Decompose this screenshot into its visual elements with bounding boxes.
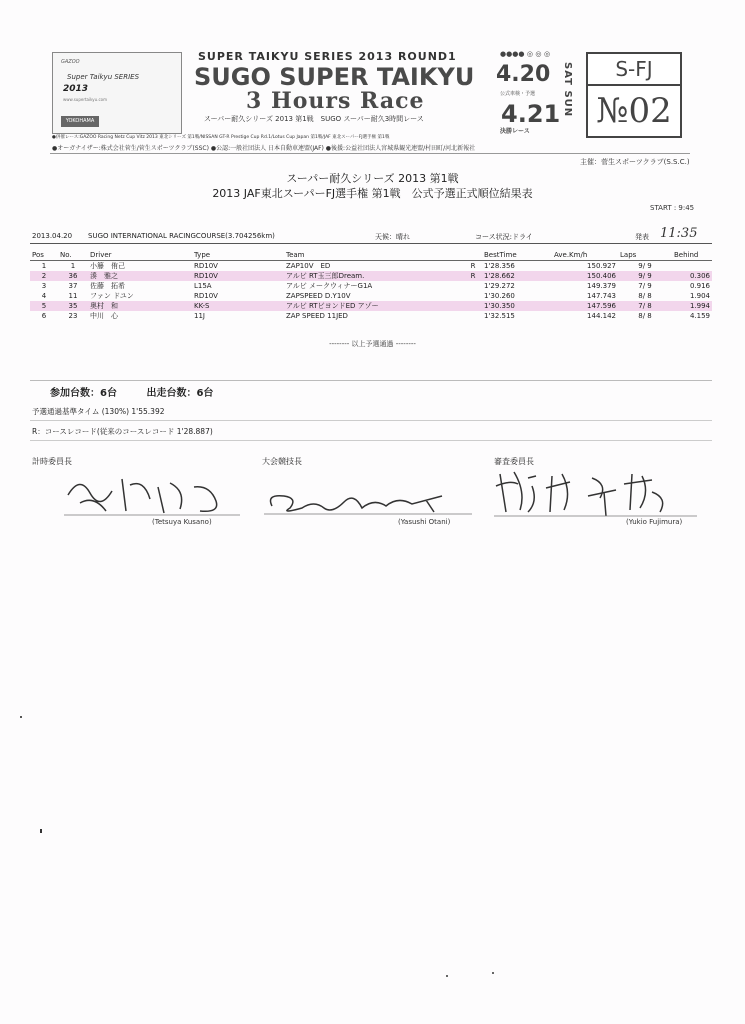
official-title-timekeeper: 計時委員長 — [32, 457, 72, 466]
row-driver: ファン ドユン — [90, 292, 134, 300]
row-record-flag — [464, 281, 482, 291]
scan-speck — [20, 716, 22, 718]
row-pos: 2 — [30, 271, 58, 281]
row-driver: 奥村 和 — [88, 301, 192, 311]
col-record — [464, 250, 482, 261]
logo-year: 2013 — [63, 84, 89, 94]
official-title-clerk: 大会競技長 — [262, 457, 302, 466]
series-title: SUPER TAIKYU SERIES 2013 ROUND1 — [198, 50, 457, 63]
row-type: RD10V — [192, 271, 284, 281]
row-ave-speed: 150.927 — [587, 262, 616, 270]
divider — [30, 420, 712, 421]
row-pos: 1 — [41, 262, 47, 270]
date-sunday: 4.21 — [501, 100, 561, 128]
row-laps: 8/ 8 — [638, 292, 652, 300]
row-record-flag: R — [470, 262, 476, 270]
row-team: アルビ RTビヨンドED アゾー — [284, 301, 464, 311]
results-table — [30, 250, 712, 321]
row-laps: 9/ 9 — [638, 262, 652, 270]
info-divider — [30, 243, 712, 244]
col-no: No. — [58, 250, 88, 261]
table-row — [30, 281, 712, 291]
col-besttime: BestTime — [482, 250, 552, 261]
row-driver: 中川 心 — [90, 312, 118, 320]
weather: 天候：晴れ — [375, 233, 410, 241]
row-ave-speed: 147.743 — [587, 292, 616, 300]
row-team: ZAP SPEED 11JED — [286, 312, 348, 320]
official-name-steward: (Yukio Fujimura) — [626, 518, 683, 526]
row-best-time: 1'29.272 — [484, 282, 515, 290]
col-pos: Pos — [30, 250, 58, 261]
qualifying-standard-time: 予選通過基準タイム (130%) 1'55.392 — [32, 407, 165, 416]
row-laps: 8/ 8 — [638, 312, 652, 320]
row-pos: 5 — [30, 301, 58, 311]
start-time: START : 9:45 — [650, 204, 695, 212]
row-behind — [672, 261, 712, 272]
row-type: L15A — [194, 282, 212, 290]
series-logo — [52, 52, 182, 134]
posted-time: 11:35 — [660, 226, 698, 241]
row-car-number: 1 — [70, 262, 76, 270]
row-laps: 7/ 8 — [618, 301, 672, 311]
row-car-number: 37 — [68, 282, 78, 290]
table-row — [30, 291, 712, 301]
row-behind: 0.306 — [672, 271, 712, 281]
scan-speck — [446, 975, 448, 977]
row-record-flag: R — [464, 271, 482, 281]
table-row — [30, 301, 712, 311]
course-record-note: R：コースレコード(従来のコースレコード 1'28.887) — [32, 427, 213, 436]
row-ave-speed: 144.142 — [587, 312, 616, 320]
row-best-time: 1'30.260 — [484, 292, 515, 300]
logo-sponsor: GAZOO — [61, 59, 80, 65]
row-best-time: 1'28.662 — [482, 271, 552, 281]
row-car-number: 11 — [68, 292, 78, 300]
class-badge: S-FJ — [586, 52, 682, 86]
row-team: ZAPSPEED D.Y10V — [286, 292, 351, 300]
row-type: 11J — [194, 312, 205, 320]
row-car-number: 35 — [58, 301, 88, 311]
scan-speck — [40, 829, 42, 833]
official-name-timekeeper: (Tetsuya Kusano) — [152, 518, 212, 526]
signature-steward — [492, 462, 702, 522]
row-ave-speed: 149.379 — [587, 282, 616, 290]
date-saturday-label: 公式車検・予選 — [500, 91, 536, 97]
row-ave-speed: 147.596 — [552, 301, 618, 311]
signature-clerk — [262, 478, 482, 520]
col-type: Type — [192, 250, 284, 261]
row-behind: 0.916 — [689, 282, 710, 290]
row-behind: 1.994 — [672, 301, 712, 311]
support-races: ●併催レース:GAZOO Racing Netz Cup Vitz 2013 東北シリーズ 第1戦/NISSAN GT-R Prestige Cup Rd.1/Lotus Cup Japan 第1戦/JAF 東北スーパーFJ選手権 第1戦 — [52, 135, 390, 140]
signature-timekeeper — [60, 465, 250, 525]
row-behind: 1.904 — [689, 292, 710, 300]
date-sunday-label: 決勝レース — [500, 128, 530, 135]
row-type: RD10V — [194, 262, 218, 270]
row-pos: 4 — [41, 292, 47, 300]
circuit-name: SUGO INTERNATIONAL RACINGCOURSE(3.704256km) — [88, 232, 275, 240]
starters-count: 出走台数：6台 — [146, 388, 214, 399]
row-behind: 4.159 — [689, 312, 710, 320]
header-divider — [50, 153, 690, 154]
date-saturday: 4.20 — [496, 62, 551, 87]
official-name-clerk: (Yasushi Otani) — [398, 518, 451, 526]
official-title-steward: 審査委員長 — [494, 457, 534, 466]
row-record-flag — [464, 301, 482, 311]
logo-url: www.supertaikyu.com — [63, 97, 108, 102]
row-pos: 6 — [41, 312, 47, 320]
row-best-time: 1'32.515 — [484, 312, 515, 320]
table-row — [30, 271, 712, 281]
row-best-time: 1'28.356 — [484, 262, 515, 270]
entry-counts — [50, 384, 239, 399]
row-type: KK-S — [192, 301, 284, 311]
heading-result-title: 2013 JAF東北スーパーFJ選手権 第1戦 公式予選正式順位結果表 — [212, 187, 533, 200]
event-subtitle: 3 Hours Race — [246, 88, 425, 114]
col-laps: Laps — [618, 250, 672, 261]
divider — [30, 440, 712, 441]
row-team: ZAP10V ED — [286, 262, 331, 270]
row-car-number: 23 — [68, 312, 78, 320]
row-record-flag — [464, 291, 482, 301]
logo-series: Super Taikyu SERIES — [67, 73, 140, 81]
document-number: №02 — [586, 84, 682, 138]
table-row — [30, 311, 712, 321]
heading-series: スーパー耐久シリーズ 2013 第1戦 — [286, 172, 459, 185]
posted-label: 発表 — [635, 233, 649, 241]
organizer: 主催：菅生スポーツクラブ(S.S.C.) — [580, 158, 690, 166]
col-behind: Behind — [672, 250, 712, 261]
row-driver: 佐藤 拓希 — [90, 282, 125, 290]
organizer-credits: ●オーガナイザー:株式会社菅生/菅生スポーツクラブ(SSC) ●公認:一般社団法人 日本自動車連盟(JAF) ●後援:公益社団法人宮城県観光連盟/村田町/河北新報社 — [52, 145, 476, 152]
session-date: 2013.04.20 — [32, 232, 73, 240]
row-laps: 9/ 9 — [618, 271, 672, 281]
event-subtitle-jp: スーパー耐久シリーズ 2013 第1戦 SUGO スーパー耐久3時間レース — [204, 115, 424, 123]
row-driver: 小籐 侑己 — [90, 262, 125, 270]
row-car-number: 36 — [58, 271, 88, 281]
row-best-time: 1'30.350 — [482, 301, 552, 311]
table-row — [30, 261, 712, 272]
sponsor-icons: ●●●● ◎ ◎ ◎ — [500, 50, 551, 58]
row-driver: 湊 雅之 — [88, 271, 192, 281]
entries-count: 参加台数：6台 — [50, 388, 117, 399]
course-condition: コース状況:ドライ — [475, 233, 533, 241]
col-ave: Ave.Km/h — [552, 250, 618, 261]
row-ave-speed: 150.406 — [552, 271, 618, 281]
row-pos: 3 — [41, 282, 47, 290]
table-header-row — [30, 250, 712, 261]
row-team: アルビ RT玉三郎Dream. — [284, 271, 464, 281]
row-record-flag — [464, 311, 482, 321]
row-laps: 7/ 9 — [638, 282, 652, 290]
scan-speck — [492, 972, 494, 974]
day-labels: SAT SUN — [562, 62, 573, 118]
col-team: Team — [284, 250, 464, 261]
row-team: アルビ メークウィナーG1A — [286, 282, 373, 290]
logo-yokohama: YOKOHAMA — [61, 116, 99, 127]
event-title: SUGO SUPER TAIKYU — [194, 63, 475, 91]
row-type: RD10V — [194, 292, 218, 300]
col-driver: Driver — [88, 250, 192, 261]
table-bottom-divider — [30, 380, 712, 381]
qualified-note: -------- 以上予選通過 -------- — [329, 340, 416, 348]
